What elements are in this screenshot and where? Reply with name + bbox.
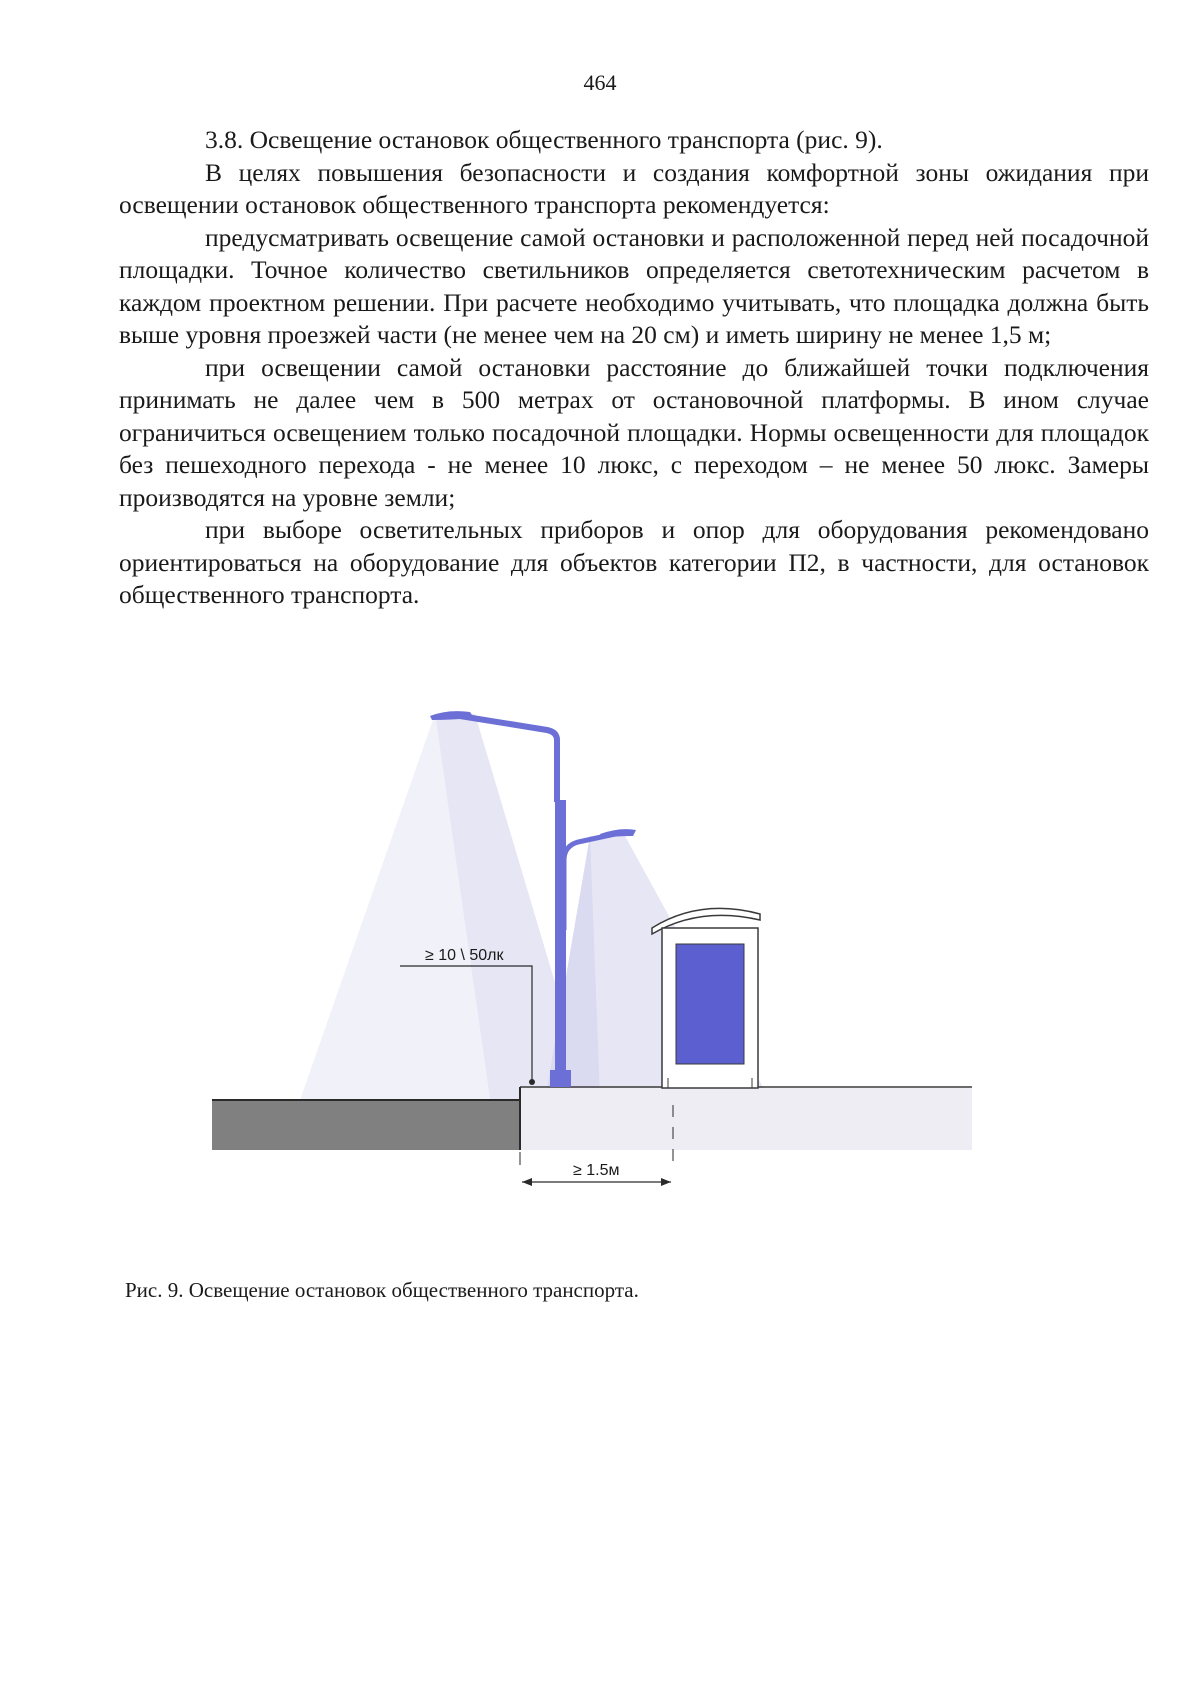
paragraph: при выборе осветительных приборов и опор для оборудования рекомендовано ориентироваться на оборудование для объектов категории П2, в частности, для остановок общественного транспорта.: [119, 515, 1149, 609]
paragraph: В целях повышения безопасности и создания комфортной зоны ожидания при освещении остановок общественного транспорта рекомендуется:: [119, 157, 1149, 219]
bus-stop-diagram: [0, 690, 1200, 1230]
paragraph: предусматривать освещение самой остановки и расположенной перед ней посадочной площадки. Точное количество светильников определяется светотехническим расчетом в каждом проектном решении. При расчете необходимо учитывать, что площадка должна быть выше уровня проезжей части (не менее чем на 20 см) и иметь ширину не менее 1,5 м;: [119, 222, 1149, 349]
dimension-arrow-right: [661, 1178, 671, 1186]
lamp-pole: [555, 800, 566, 1085]
shelter-panel: [676, 944, 744, 1064]
illuminance-label: ≥ 10 \ 50лк: [425, 947, 504, 964]
section-heading: 3.8. Освещение остановок общественного транспорта (рис. 9).: [205, 125, 883, 154]
boarding-platform: [520, 1088, 972, 1150]
road-surface: [212, 1100, 520, 1150]
pole-base: [550, 1070, 571, 1087]
figure-bus-stop-lighting: [0, 690, 1200, 1230]
width-label: ≥ 1.5м: [573, 1162, 620, 1179]
page-number: 464: [583, 70, 617, 95]
figure-caption: Рис. 9. Освещение остановок общественного транспорта.: [125, 1278, 639, 1302]
section-text: [119, 124, 1149, 612]
paragraph: при освещении самой остановки расстояние до ближайшей точки подключения принимать не далее чем в 500 метрах от остановочной платформы. В ином случае ограничиться освещением только посадочной площадки. Нормы освещенности для площадок без пешеходного перехода - не менее 10 люкс, с переходом – не менее 50 люкс. Замеры производятся на уровне земли;: [119, 352, 1149, 512]
dimension-arrow-left: [522, 1178, 532, 1186]
